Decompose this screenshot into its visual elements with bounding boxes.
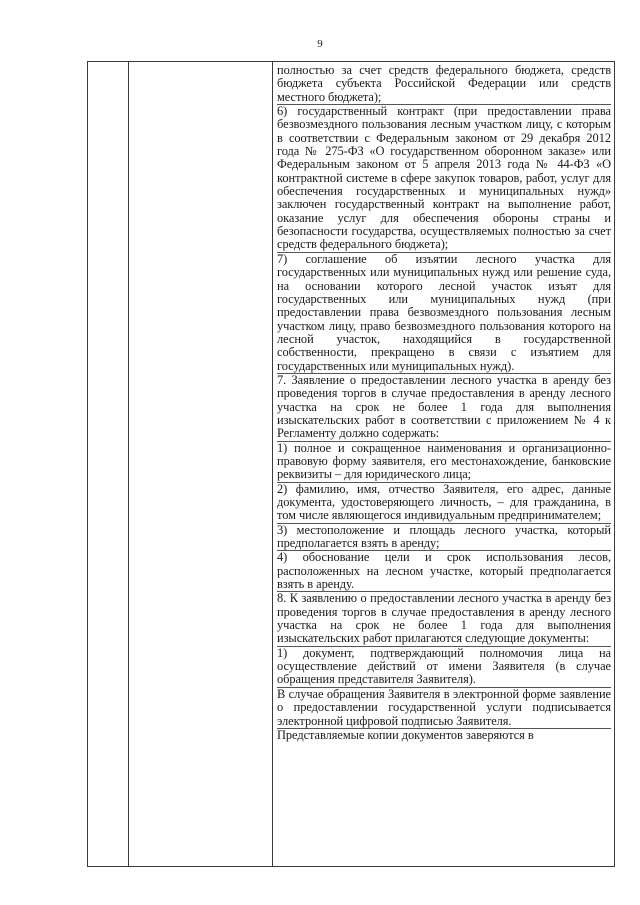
paragraph: 1) полное и сокращенное наименования и организационно-правовую форму заявителя, его местонахождение, банковские реквизиты – для юридического лица;	[277, 440, 611, 482]
text-column	[273, 62, 614, 742]
paragraph: 2) фамилию, имя, отчество Заявителя, его адрес, данные документа, удостоверяющего личность, – для гражданина, в том числе являющегося индивидуальным предпринимателем;	[277, 481, 611, 523]
table-cell-empty	[88, 62, 129, 867]
paragraph: 3) местоположение и площадь лесного участка, который предполагается взять в аренду;	[277, 522, 611, 551]
paragraph: 1) документ, подтверждающий полномочия лица на осуществление действий от имени Заявителя (в случае обращения представителя Заявителя).	[277, 645, 611, 687]
paragraph: 4) обоснование цели и срок использования лесов, расположенных на лесном участке, который предполагается взять в аренду.	[277, 550, 611, 592]
document-table	[87, 61, 615, 867]
table-cell-empty	[129, 62, 273, 867]
paragraph: полностью за счет средств федерального бюджета, средств бюджета субъекта Российской Федерации или средств местного бюджета);	[277, 63, 611, 104]
paragraph: 8. К заявлению о предоставлении лесного участка в аренду без проведения торгов в случае предоставления в аренду лесного участка на срок не более 1 года для выполнения изыскательских работ прилагаются следующие документы:	[277, 591, 611, 646]
paragraph: В случае обращения Заявителя в электронной форме заявление о предоставлении государственной услуги подписывается электронной цифровой подписью Заявителя.	[277, 686, 611, 728]
page-number: 9	[317, 38, 323, 50]
paragraph: 6) государственный контракт (при предоставлении права безвозмездного пользования лесным участком лицу, с которым в соответствии с Федеральным законом от 29 декабря 2012 года № 275-ФЗ «О государственном оборонном заказе» или Федеральным законом от 5 апреля 2013 года № 44-ФЗ «О контрактной системе в сфере закупок товаров, работ, услуг для обеспечения государственных и муниципальных нужд» заключен государственный контракт на выполнение работ, оказание услуг для обеспечения обороны страны и безопасности государства, осуществляемых полностью за счет средств федерального бюджета);	[277, 104, 611, 252]
paragraph: Представляемые копии документов заверяются в	[277, 727, 534, 742]
table-row	[88, 62, 615, 867]
table-cell-text	[273, 62, 615, 867]
paragraph: 7) соглашение об изъятии лесного участка для государственных или муниципальных нужд или решение суда, на основании которого лесной участок изъят для государственных или муниципальных нужд (при предоставлении права безвозмездного пользования лесным участком лицу, право безвозмездного пользования которого на лесной участок, находящийся в государственной собственности, прекращено в связи с изъятием для государственных или муниципальных нужд).	[277, 251, 611, 373]
paragraph: 7. Заявление о предоставлении лесного участка в аренду без проведения торгов в случае предоставления в аренду лесного участка на срок не более 1 года для выполнения изыскательских работ в соответствии с приложением № 4 к Регламенту должно содержать:	[277, 372, 611, 441]
